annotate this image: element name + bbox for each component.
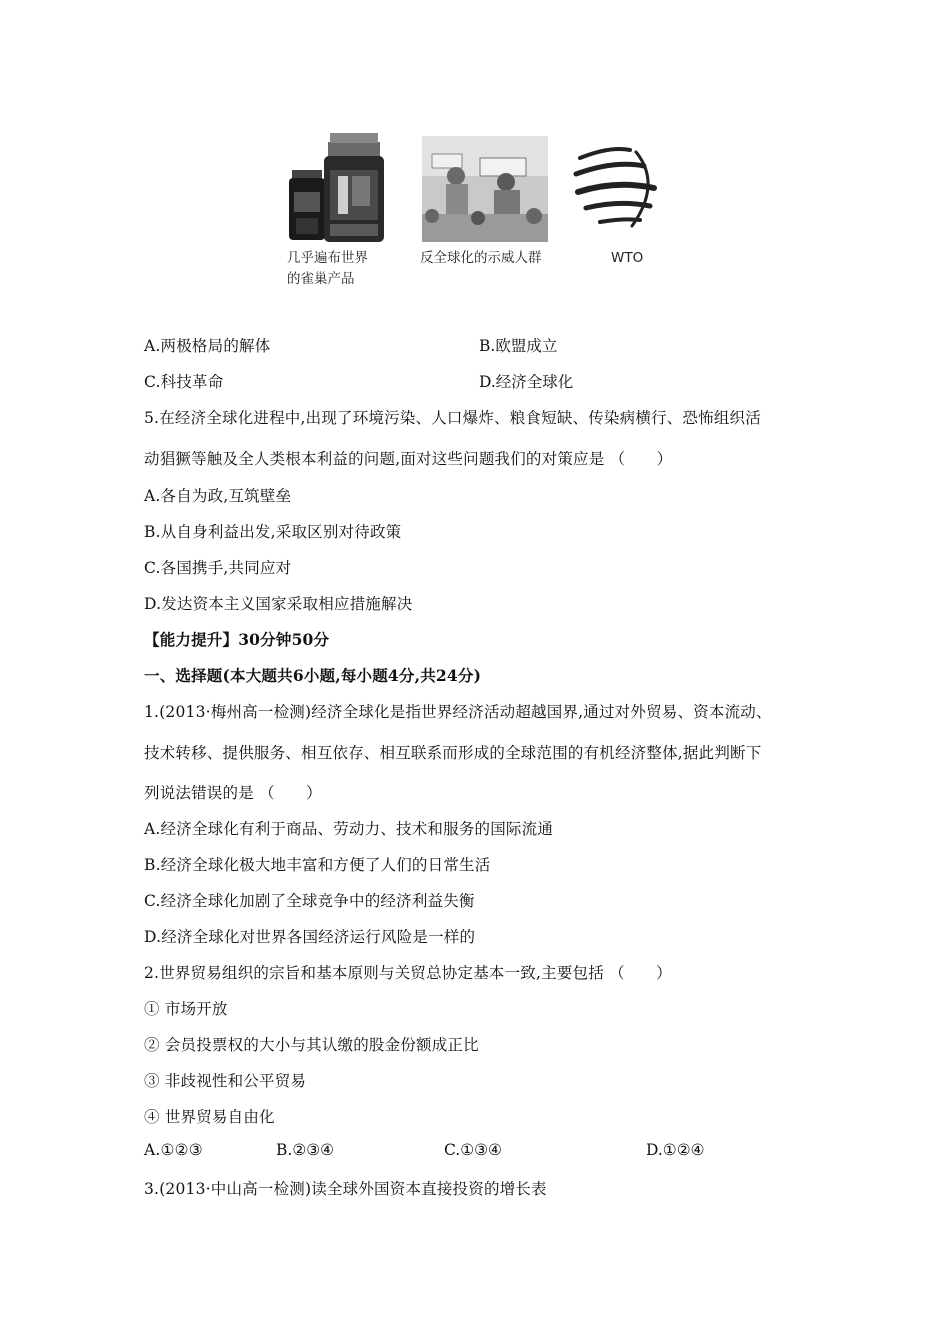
q2-item-4: ④ 世界贸易自由化 — [144, 1108, 275, 1126]
q1-option-d[interactable]: D.经济全球化对世界各国经济运行风险是一样的 — [144, 928, 476, 946]
q2-option-b[interactable]: B.②③④ — [276, 1141, 335, 1159]
section-subheading: 一、选择题(本大题共6小题,每小题4分,共24分) — [144, 666, 482, 685]
q5-option-c[interactable]: C.各国携手,共同应对 — [144, 559, 292, 577]
caption-line: 的雀巢产品 — [287, 271, 355, 287]
q2-item-2: ② 会员投票权的大小与其认缴的股金份额成正比 — [144, 1036, 479, 1054]
q2-option-c[interactable]: C.①③④ — [444, 1141, 502, 1159]
q1-option-c[interactable]: C.经济全球化加剧了全球竞争中的经济利益失衡 — [144, 892, 475, 910]
nescafe-caption — [287, 248, 368, 290]
caption-line: 几乎遍布世界 — [287, 250, 368, 266]
q2-option-a[interactable]: A.①②③ — [144, 1141, 203, 1159]
protest-crowd-image — [422, 136, 548, 242]
nescafe-jars-image — [286, 130, 386, 248]
q4-option-d[interactable]: D.经济全球化 — [479, 373, 574, 391]
q1-stem-line1: 1.(2013·梅州高一检测)经济全球化是指世界经济活动超越国界,通过对外贸易、资本流动、 — [144, 703, 772, 721]
wto-logo — [570, 144, 664, 230]
q4-option-c[interactable]: C.科技革命 — [144, 373, 224, 391]
q2-stem: 2.世界贸易组织的宗旨和基本原则与关贸总协定基本一致,主要包括 （ ） — [144, 964, 672, 982]
q5-option-d[interactable]: D.发达资本主义国家采取相应措施解决 — [144, 595, 413, 613]
q2-option-d[interactable]: D.①②④ — [646, 1141, 705, 1159]
figure-row — [280, 130, 680, 300]
q5-stem-line2: 动猖獗等触及全人类根本利益的问题,面对这些问题我们的对策应是 （ ） — [144, 450, 673, 468]
section-heading: 【能力提升】30分钟50分 — [144, 630, 330, 649]
q1-option-a[interactable]: A.经济全球化有利于商品、劳动力、技术和服务的国际流通 — [144, 820, 554, 838]
protest-caption: 反全球化的示威人群 — [420, 250, 542, 266]
q2-item-3: ③ 非歧视性和公平贸易 — [144, 1072, 307, 1090]
q1-stem-line3: 列说法错误的是 （ ） — [144, 784, 322, 802]
q4-option-b[interactable]: B.欧盟成立 — [479, 337, 558, 355]
q1-option-b[interactable]: B.经济全球化极大地丰富和方便了人们的日常生活 — [144, 856, 491, 874]
q2-item-1: ① 市场开放 — [144, 1000, 228, 1018]
q5-option-b[interactable]: B.从自身利益出发,采取区别对待政策 — [144, 523, 402, 541]
wto-caption: WTO — [611, 250, 644, 266]
q5-stem-line1: 5.在经济全球化进程中,出现了环境污染、人口爆炸、粮食短缺、传染病横行、恐怖组织活 — [144, 409, 761, 427]
q5-option-a[interactable]: A.各自为政,互筑壁垒 — [144, 487, 292, 505]
q4-option-a[interactable]: A.两极格局的解体 — [144, 337, 271, 355]
q3-stem: 3.(2013·中山高一检测)读全球外国资本直接投资的增长表 — [144, 1180, 547, 1198]
q1-stem-line2: 技术转移、提供服务、相互依存、相互联系而形成的全球范围的有机经济整体,据此判断下 — [144, 744, 762, 762]
